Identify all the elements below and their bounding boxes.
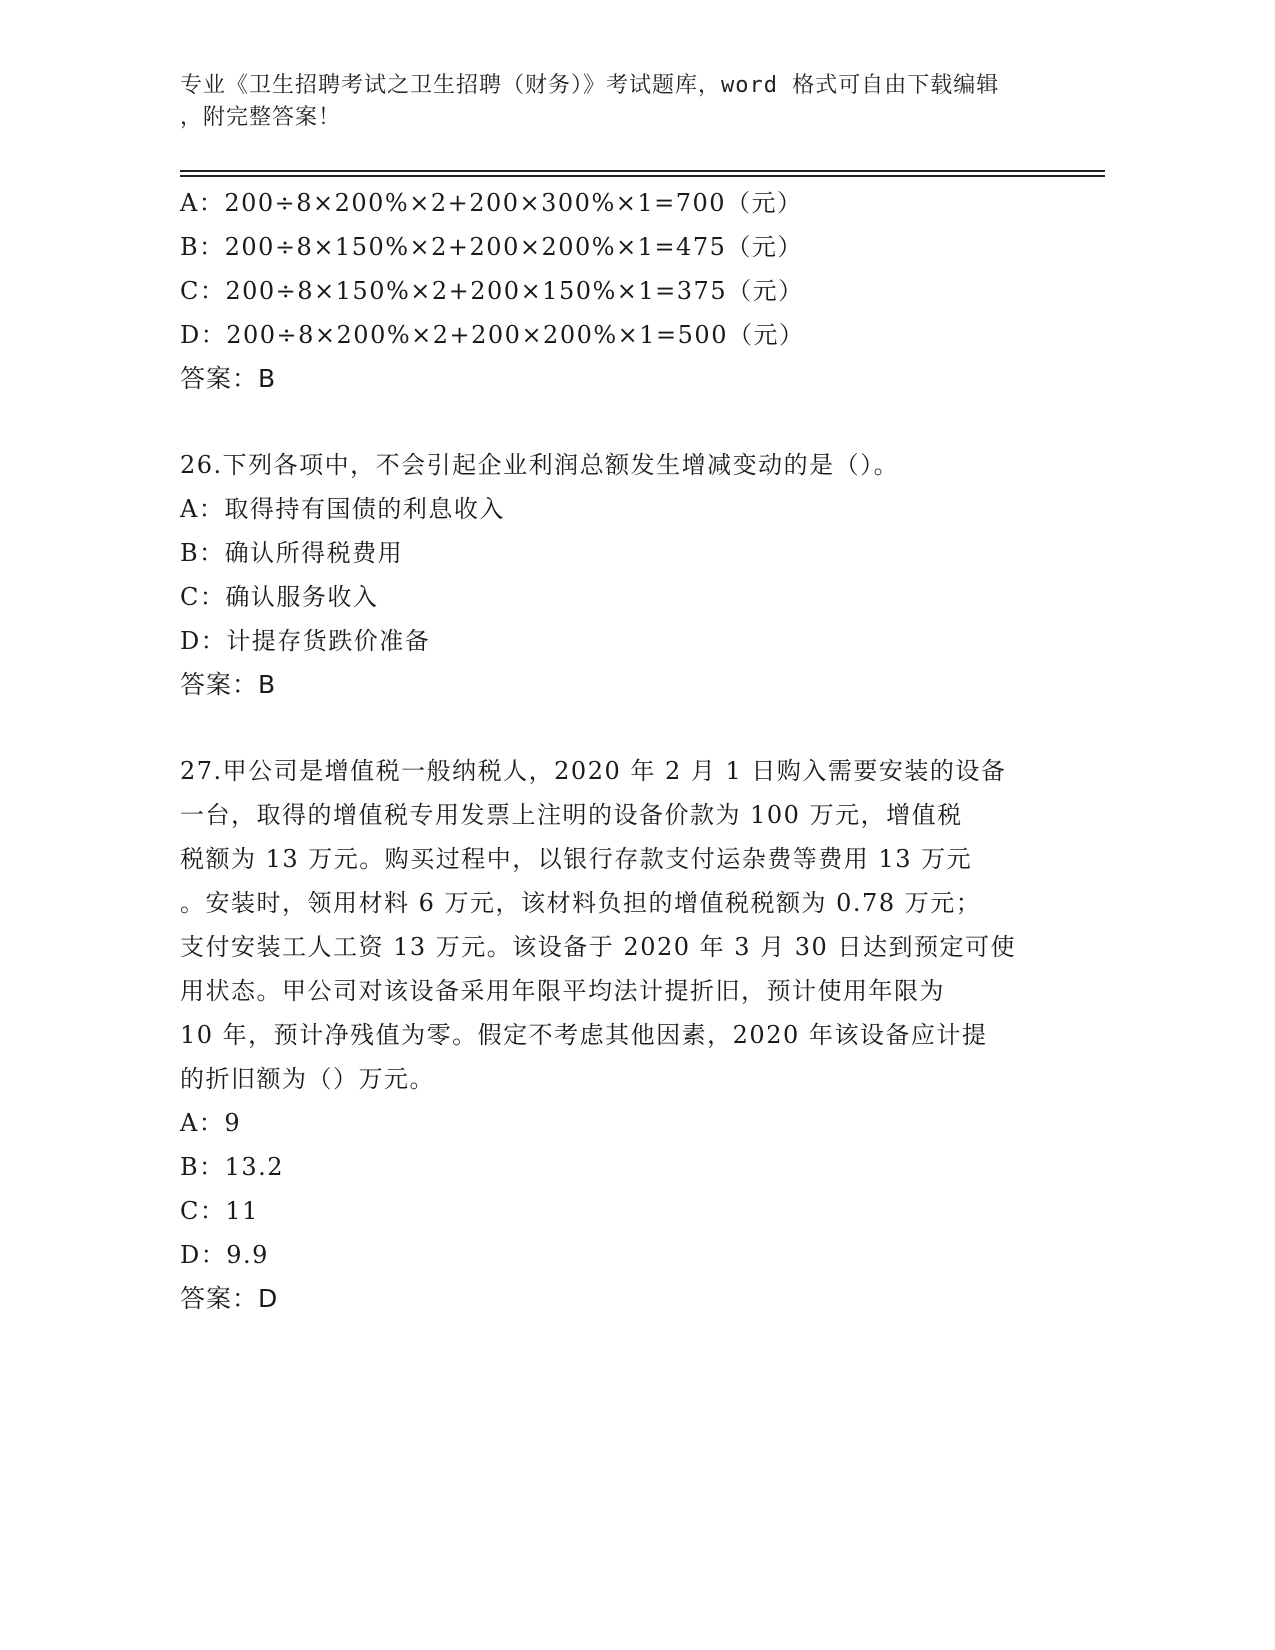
option-a: A：200÷8×200%×2+200×300%×1=700（元） <box>180 189 803 217</box>
question-26-block <box>180 443 1060 707</box>
answer-line: 答案：B <box>180 364 277 393</box>
question-stem-line: 10 年，预计净残值为零。假定不考虑其他因素，2020 年该设备应计提 <box>180 1021 988 1049</box>
option-b: B：200÷8×150%×2+200×200%×1=475（元） <box>180 233 803 261</box>
document-body <box>180 181 1060 1321</box>
header-line-2: ，附完整答案！ <box>180 105 342 130</box>
option-b: B：13.2 <box>180 1153 285 1181</box>
question-27-block <box>180 749 1060 1321</box>
question-stem-line: 税额为 13 万元。购买过程中，以银行存款支付运杂费等费用 13 万元 <box>180 845 973 873</box>
question-stem-line: 一台，取得的增值税专用发票上注明的设备价款为 100 万元，增值税 <box>180 801 963 829</box>
option-a: A：取得持有国债的利息收入 <box>180 495 505 523</box>
option-c: C：11 <box>180 1197 259 1225</box>
option-c: C：200÷8×150%×2+200×150%×1=375（元） <box>180 277 804 305</box>
spacer <box>180 707 1060 749</box>
question-stem-line: 的折旧额为（）万元。 <box>180 1065 435 1093</box>
option-a: A：9 <box>180 1109 242 1137</box>
option-d: D：200÷8×200%×2+200×200%×1=500（元） <box>180 321 805 349</box>
question-stem-line: 支付安装工人工资 13 万元。该设备于 2020 年 3 月 30 日达到预定可使 <box>180 933 1016 961</box>
spacer <box>180 401 1060 443</box>
question-stem-line: 27.甲公司是增值税一般纳税人，2020 年 2 月 1 日购入需要安装的设备 <box>180 757 1007 785</box>
header-line-1: 专业《卫生招聘考试之卫生招聘（财务）》考试题库，word 格式可自由下载编辑 <box>180 73 1000 98</box>
option-d: D：计提存货跌价准备 <box>180 627 431 655</box>
question-stem: 26.下列各项中，不会引起企业利润总额发生增减变动的是（）。 <box>180 451 900 479</box>
question-stem-line: 用状态。甲公司对该设备采用年限平均法计提折旧，预计使用年限为 <box>180 977 945 1005</box>
option-d: D：9.9 <box>180 1241 269 1269</box>
answer-line: 答案：D <box>180 1284 279 1313</box>
question-stem-line: 。安装时，领用材料 6 万元，该材料负担的增值税税额为 0.78 万元； <box>180 889 982 917</box>
option-b: B：确认所得税费用 <box>180 539 404 567</box>
header-divider-bottom <box>180 175 1105 177</box>
answer-line: 答案：B <box>180 670 277 699</box>
question-25-block <box>180 181 1060 401</box>
document-header <box>180 70 1060 134</box>
option-c: C：确认服务收入 <box>180 583 379 611</box>
header-divider-top <box>180 170 1105 172</box>
